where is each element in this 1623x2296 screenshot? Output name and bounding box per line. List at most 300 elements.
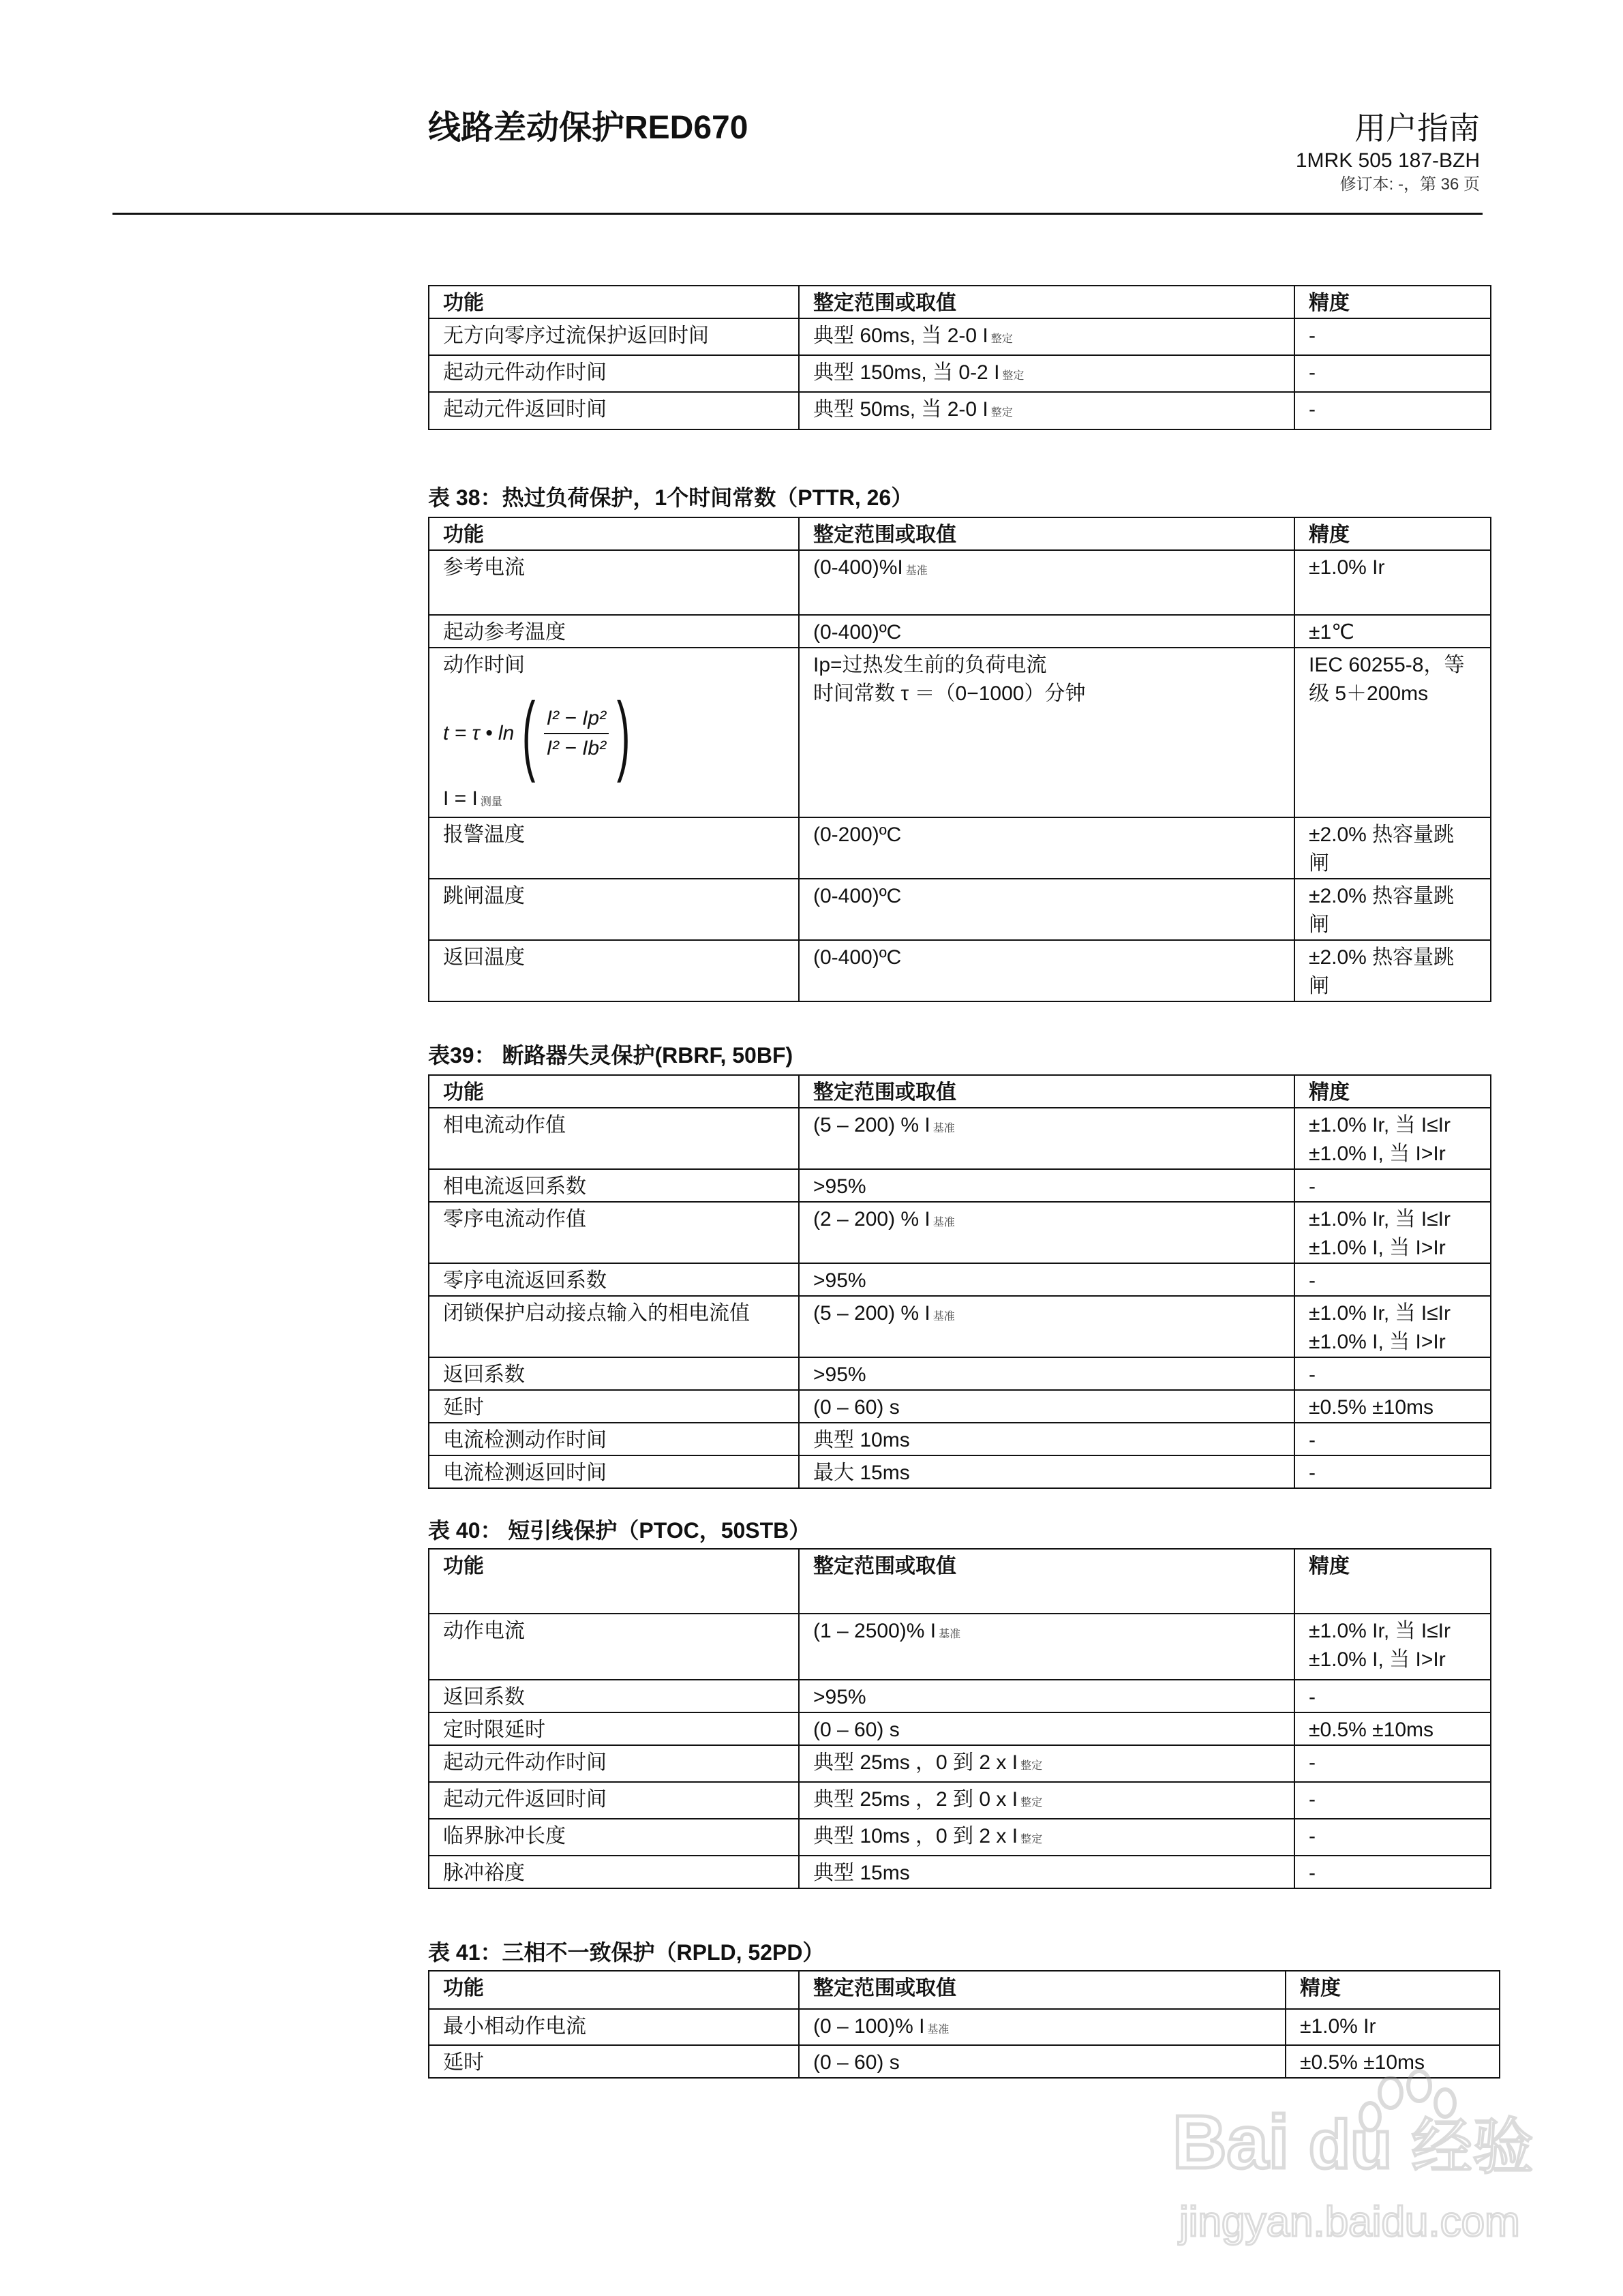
cell-text: 零序电流动作值 — [443, 1208, 586, 1230]
cell-accuracy — [1294, 879, 1491, 940]
cell-text: 典型 150ms, 当 0-2 I — [813, 361, 1000, 384]
table-row — [429, 1455, 1491, 1488]
cell-line — [443, 1683, 785, 1712]
cell-line — [813, 1859, 1280, 1888]
cell-text: 典型 50ms, 当 2-0 I — [813, 398, 988, 421]
cell-text: 起动参考温度 — [443, 621, 566, 644]
formula-numerator: I² − Ip² — [544, 704, 609, 734]
cell-text: 返回系数 — [443, 1363, 525, 1386]
cell-line — [1309, 1173, 1476, 1201]
cell-text: 典型 25ms ，0 到 2 x I — [813, 1751, 1018, 1774]
cell-accuracy — [1294, 550, 1491, 615]
subscript: 基准 — [927, 2024, 950, 2036]
cell-line — [813, 618, 1280, 647]
header-accuracy: 精度 — [1286, 1971, 1500, 2009]
cell-text: 起动元件动作时间 — [443, 1751, 607, 1774]
header-function: 功能 — [429, 1075, 799, 1108]
cell-setting-range — [799, 879, 1294, 940]
subscript: 基准 — [939, 1629, 961, 1640]
svg-text:du: du — [1309, 2106, 1393, 2183]
cell-text: - — [1309, 1686, 1316, 1708]
table-row — [429, 1782, 1491, 1819]
cell-accuracy — [1294, 392, 1491, 429]
cell-function — [429, 1680, 799, 1712]
table-row — [429, 1296, 1491, 1357]
cell-line — [1309, 1234, 1476, 1263]
header-function: 功能 — [429, 1549, 799, 1614]
cell-line — [1309, 1646, 1476, 1674]
paren-close: ) — [617, 684, 631, 783]
cell-function — [429, 1296, 799, 1357]
cell-line — [443, 395, 785, 424]
cell-accuracy — [1294, 318, 1491, 355]
cell-text: (0-200)ºC — [813, 824, 902, 846]
spec-table — [428, 1970, 1500, 2079]
subscript: 基准 — [905, 565, 928, 577]
cell-text: I = I — [443, 787, 478, 810]
cell-setting-range — [799, 940, 1294, 1001]
cell-text: - — [1309, 398, 1316, 421]
cell-setting-range — [799, 2009, 1286, 2045]
cell-setting-range — [799, 1263, 1294, 1296]
cell-accuracy — [1294, 615, 1491, 648]
cell-setting-range — [799, 1782, 1294, 1819]
cell-line — [443, 359, 785, 387]
cell-text: ±1.0% I, 当 I>Ir — [1309, 1648, 1446, 1671]
cell-text: (5 – 200) % I — [813, 1114, 930, 1136]
cell-text: - — [1309, 1363, 1316, 1386]
cell-line — [443, 1267, 785, 1295]
table-row — [429, 879, 1491, 940]
cell-text: (0-400)ºC — [813, 621, 902, 644]
cell-line — [813, 1205, 1280, 1237]
cell-text: (0-400)ºC — [813, 946, 902, 969]
cell-line — [443, 1111, 785, 1140]
paren-open: ( — [522, 684, 536, 783]
cell-line — [443, 1716, 785, 1744]
cell-line — [813, 651, 1280, 680]
cell-setting-range — [799, 1169, 1294, 1202]
cell-line — [443, 322, 785, 350]
cell-text: - — [1309, 361, 1316, 384]
header-accuracy: 精度 — [1294, 517, 1491, 550]
cell-text: - — [1309, 1429, 1316, 1451]
cell-line — [1309, 1328, 1476, 1357]
cell-function — [429, 879, 799, 940]
cell-text: - — [1309, 1788, 1316, 1811]
cell-line — [1309, 618, 1476, 647]
cell-function — [429, 1263, 799, 1296]
cell-function — [429, 1108, 799, 1169]
cell-text: ±1.0% Ir, 当 I≤Ir — [1309, 1620, 1451, 1642]
cell-line — [813, 1822, 1280, 1854]
subscript: 整定 — [1002, 370, 1025, 382]
cell-function — [429, 817, 799, 879]
table-row — [429, 648, 1491, 817]
formula-denominator: I² − Ib² — [546, 737, 607, 759]
cell-text: 相电流动作值 — [443, 1114, 566, 1136]
table-row — [429, 615, 1491, 648]
table-row — [429, 392, 1491, 429]
cell-text: ±1.0% Ir, 当 I≤Ir — [1309, 1302, 1451, 1325]
table-caption: 表 41：三相不一致保护（RPLD, 52PD） — [428, 1940, 825, 1965]
table-row — [429, 1357, 1491, 1390]
cell-line — [813, 554, 1280, 586]
baidu-watermark-logo — [1166, 2066, 1547, 2250]
cell-text: 闸 — [1309, 913, 1329, 936]
cell-accuracy — [1294, 817, 1491, 879]
cell-text: ±2.0% 热容量跳 — [1309, 885, 1455, 907]
cell-function — [429, 1169, 799, 1202]
cell-line — [443, 1749, 785, 1777]
cell-text: 脉冲裕度 — [443, 1862, 525, 1884]
cell-text: (1 – 2500)% I — [813, 1620, 937, 1642]
cell-setting-range — [799, 1455, 1294, 1488]
header-setting-range: 整定范围或取值 — [799, 517, 1294, 550]
cell-line — [1300, 2012, 1485, 2041]
cell-text: 返回温度 — [443, 946, 525, 969]
cell-text: 延时 — [443, 2051, 484, 2074]
cell-text: ±0.5% ±10ms — [1300, 2051, 1425, 2074]
cell-function — [429, 1712, 799, 1745]
cell-line — [813, 2012, 1271, 2044]
subscript: 整定 — [990, 333, 1013, 345]
cell-text: ±0.5% ±10ms — [1309, 1396, 1434, 1419]
cell-line — [813, 1785, 1280, 1817]
cell-text: 电流检测返回时间 — [443, 1462, 607, 1484]
cell-line — [443, 1361, 785, 1389]
cell-setting-range — [799, 392, 1294, 429]
cell-text: ±1.0% I, 当 I>Ir — [1309, 1237, 1446, 1259]
cell-line — [443, 554, 785, 582]
header-right — [1296, 109, 1480, 195]
subscript: 基准 — [932, 1123, 955, 1134]
cell-function — [429, 940, 799, 1001]
cell-line — [1309, 651, 1476, 680]
cell-line — [443, 1785, 785, 1814]
cell-line — [813, 882, 1280, 911]
formula-lhs: t = τ • ln — [443, 722, 515, 744]
cell-accuracy — [1294, 355, 1491, 392]
cell-accuracy — [1294, 1423, 1491, 1455]
table-header-row — [429, 517, 1491, 550]
cell-line — [1309, 1267, 1476, 1295]
subscript: 整定 — [1020, 1760, 1043, 1772]
table-caption: 表39： 断路器失灵保护(RBRF, 50BF) — [428, 1043, 793, 1068]
cell-line — [813, 1173, 1280, 1201]
cell-line — [443, 1205, 785, 1234]
cell-text: 闸 — [1309, 852, 1329, 875]
cell-text: 最大 15ms — [813, 1462, 910, 1484]
table-caption: 表 40： 短引线保护（PTOC，50STB） — [428, 1518, 811, 1543]
cell-line — [813, 680, 1280, 708]
cell-accuracy — [1294, 1614, 1491, 1680]
cell-accuracy — [1294, 1357, 1491, 1390]
cell-line — [1309, 1393, 1476, 1422]
cell-text: ±1.0% Ir — [1300, 2015, 1376, 2038]
cell-function — [429, 2045, 799, 2078]
cell-setting-range — [799, 1614, 1294, 1680]
cell-accuracy — [1294, 1108, 1491, 1169]
cell-line — [813, 943, 1280, 972]
cell-line — [1309, 821, 1476, 849]
spec-table — [428, 1548, 1491, 1889]
cell-text: 动作时间 — [443, 654, 525, 676]
cell-text: ±2.0% 热容量跳 — [1309, 824, 1455, 846]
cell-line — [813, 821, 1280, 849]
cell-line — [1309, 395, 1476, 424]
subscript: 测量 — [480, 796, 502, 808]
cell-line — [1309, 1140, 1476, 1168]
cell-text: 典型 10ms ，0 到 2 x I — [813, 1825, 1018, 1847]
cell-line — [813, 322, 1280, 354]
cell-function — [429, 1819, 799, 1856]
cell-line — [813, 1111, 1280, 1143]
cell-line — [1309, 1683, 1476, 1712]
cell-line — [813, 359, 1280, 391]
cell-line — [443, 2049, 785, 2077]
cell-accuracy — [1286, 2009, 1500, 2045]
cell-text: - — [1309, 1862, 1316, 1884]
table-row — [429, 550, 1491, 615]
cell-text: - — [1309, 1825, 1316, 1847]
cell-setting-range — [799, 1108, 1294, 1169]
cell-text: IEC 60255-8，等 — [1309, 654, 1465, 676]
cell-text: ±1℃ — [1309, 621, 1354, 644]
spec-table — [428, 285, 1491, 430]
cell-text: 级 5＋200ms — [1309, 682, 1429, 705]
cell-line — [1309, 1716, 1476, 1744]
cell-line — [813, 1749, 1280, 1781]
cell-accuracy — [1294, 1745, 1491, 1782]
cell-text: 时间常数 τ ＝（0−1000）分钟 — [813, 682, 1086, 705]
cell-line — [1309, 1822, 1476, 1851]
cell-function — [429, 392, 799, 429]
cell-setting-range — [799, 648, 1294, 817]
cell-accuracy — [1294, 1263, 1491, 1296]
revision-page: 修订本: -，第 36 页 — [1339, 175, 1480, 194]
cell-text: 典型 10ms — [813, 1429, 910, 1451]
table-row — [429, 1169, 1491, 1202]
cell-line — [1309, 359, 1476, 387]
table-row — [429, 2009, 1500, 2045]
header-accuracy: 精度 — [1294, 1549, 1491, 1614]
cell-line — [1309, 1299, 1476, 1328]
cell-text: ±1.0% I, 当 I>Ir — [1309, 1331, 1446, 1353]
cell-text: 起动元件返回时间 — [443, 1788, 607, 1811]
cell-text: Ip=过热发生前的负荷电流 — [813, 654, 1047, 676]
cell-text: - — [1309, 324, 1316, 347]
cell-text: 典型 60ms, 当 2-0 I — [813, 324, 988, 347]
cell-setting-range — [799, 1390, 1294, 1423]
cell-line — [1309, 1859, 1476, 1888]
header-function: 功能 — [429, 517, 799, 550]
cell-setting-range — [799, 1357, 1294, 1390]
header-setting-range: 整定范围或取值 — [799, 1075, 1294, 1108]
subscript: 基准 — [932, 1311, 955, 1323]
cell-line — [443, 785, 785, 817]
table-row — [429, 1108, 1491, 1169]
cell-line — [1309, 943, 1476, 972]
cell-line — [443, 618, 785, 647]
cell-text: ±2.0% 热容量跳 — [1309, 946, 1455, 969]
cell-line — [1309, 680, 1476, 708]
cell-text: 闸 — [1309, 975, 1329, 997]
cell-text: 起动元件动作时间 — [443, 361, 607, 384]
cell-setting-range — [799, 1712, 1294, 1745]
cell-line — [443, 1393, 785, 1422]
cell-setting-range — [799, 318, 1294, 355]
thermal-formula — [443, 684, 785, 783]
cell-setting-range — [799, 1680, 1294, 1712]
cell-line — [1309, 849, 1476, 878]
cell-line — [1309, 972, 1476, 1001]
cell-function — [429, 318, 799, 355]
cell-function — [429, 355, 799, 392]
cell-line — [813, 1617, 1280, 1649]
cell-text: (0 – 60) s — [813, 1719, 900, 1741]
cell-text: (0-400)ºC — [813, 885, 902, 907]
cell-text: 报警温度 — [443, 824, 525, 846]
cell-function — [429, 1745, 799, 1782]
subscript: 整定 — [990, 407, 1013, 419]
cell-line — [443, 943, 785, 972]
cell-function — [429, 1782, 799, 1819]
cell-setting-range — [799, 1856, 1294, 1888]
cell-accuracy — [1294, 1680, 1491, 1712]
cell-setting-range — [799, 1745, 1294, 1782]
header-setting-range: 整定范围或取值 — [799, 1549, 1294, 1614]
table-header-row — [429, 1549, 1491, 1614]
cell-setting-range — [799, 1819, 1294, 1856]
table-row — [429, 817, 1491, 879]
cell-text: 无方向零序过流保护返回时间 — [443, 324, 709, 347]
table-header-row — [429, 1075, 1491, 1108]
cell-text: (2 – 200) % I — [813, 1208, 930, 1230]
subscript: 整定 — [1020, 1797, 1043, 1809]
cell-line — [1309, 1361, 1476, 1389]
cell-accuracy — [1294, 1712, 1491, 1745]
cell-line — [443, 882, 785, 911]
document-title: 线路差动保护RED670 — [428, 110, 748, 146]
cell-line — [443, 2012, 785, 2041]
cell-text: 延时 — [443, 1396, 484, 1419]
svg-text:经验: 经验 — [1411, 2111, 1534, 2183]
cell-text: >95% — [813, 1363, 866, 1386]
cell-function — [429, 1856, 799, 1888]
cell-accuracy — [1294, 1782, 1491, 1819]
cell-setting-range — [799, 1423, 1294, 1455]
cell-accuracy — [1294, 1819, 1491, 1856]
cell-function — [429, 1390, 799, 1423]
cell-accuracy — [1294, 1169, 1491, 1202]
cell-text: (0-400)%I — [813, 556, 903, 579]
cell-text: 跳闸温度 — [443, 885, 525, 907]
cell-line — [813, 1426, 1280, 1455]
cell-text: ±1.0% I, 当 I>Ir — [1309, 1143, 1446, 1165]
table-row — [429, 1390, 1491, 1423]
cell-line — [1309, 1426, 1476, 1455]
table-row — [429, 1856, 1491, 1888]
cell-text: ±0.5% ±10ms — [1309, 1719, 1434, 1741]
cell-text: 零序电流返回系数 — [443, 1269, 607, 1292]
cell-text: 临界脉冲长度 — [443, 1825, 566, 1847]
table-header-row — [429, 286, 1491, 318]
cell-accuracy — [1294, 1390, 1491, 1423]
cell-line — [1309, 1617, 1476, 1646]
user-guide-label: 用户指南 — [1354, 110, 1480, 146]
table-row — [429, 1712, 1491, 1745]
cell-line — [443, 651, 785, 680]
cell-text: ±1.0% Ir, 当 I≤Ir — [1309, 1208, 1451, 1230]
cell-line — [1309, 1111, 1476, 1140]
cell-text: >95% — [813, 1686, 866, 1708]
table-row — [429, 1423, 1491, 1455]
cell-function — [429, 2009, 799, 2045]
cell-line — [1309, 1749, 1476, 1777]
cell-line — [1309, 1205, 1476, 1234]
cell-text: 起动元件返回时间 — [443, 398, 607, 421]
header-accuracy: 精度 — [1294, 1075, 1491, 1108]
cell-line — [1309, 1785, 1476, 1814]
cell-accuracy — [1294, 1202, 1491, 1263]
cell-text: 相电流返回系数 — [443, 1175, 586, 1198]
cell-text: - — [1309, 1269, 1316, 1292]
cell-accuracy — [1294, 1455, 1491, 1488]
cell-line — [1309, 322, 1476, 350]
header-setting-range: 整定范围或取值 — [799, 1971, 1286, 2009]
cell-function — [429, 1455, 799, 1488]
header-accuracy: 精度 — [1294, 286, 1491, 318]
cell-function — [429, 648, 799, 817]
cell-line — [443, 1822, 785, 1851]
spec-table — [428, 1074, 1491, 1489]
subscript: 整定 — [1020, 1834, 1043, 1845]
table-row — [429, 1745, 1491, 1782]
cell-function — [429, 1357, 799, 1390]
cell-setting-range — [799, 615, 1294, 648]
table-row — [429, 355, 1491, 392]
subscript: 基准 — [932, 1217, 955, 1228]
cell-setting-range — [799, 355, 1294, 392]
formula-fraction — [544, 704, 609, 763]
cell-accuracy — [1294, 1296, 1491, 1357]
table-row — [429, 1263, 1491, 1296]
cell-line — [813, 1361, 1280, 1389]
cell-line — [813, 1716, 1280, 1744]
cell-text: - — [1309, 1751, 1316, 1774]
table-row — [429, 940, 1491, 1001]
cell-text: 最小相动作电流 — [443, 2015, 586, 2038]
cell-text: ±1.0% Ir, 当 I≤Ir — [1309, 1114, 1451, 1136]
spec-table — [428, 517, 1491, 1002]
cell-setting-range — [799, 817, 1294, 879]
cell-line — [813, 395, 1280, 427]
document-number: 1MRK 505 187-BZH — [1295, 149, 1480, 172]
table-row — [429, 318, 1491, 355]
header-divider — [112, 213, 1483, 215]
cell-function — [429, 615, 799, 648]
cell-function — [429, 1423, 799, 1455]
cell-text: (0 – 60) s — [813, 2051, 900, 2074]
cell-line — [813, 1459, 1280, 1487]
cell-line — [443, 1859, 785, 1888]
cell-text: >95% — [813, 1269, 866, 1292]
cell-line — [1309, 1459, 1476, 1487]
table-row — [429, 1202, 1491, 1263]
cell-accuracy — [1294, 648, 1491, 817]
cell-accuracy — [1294, 1856, 1491, 1888]
